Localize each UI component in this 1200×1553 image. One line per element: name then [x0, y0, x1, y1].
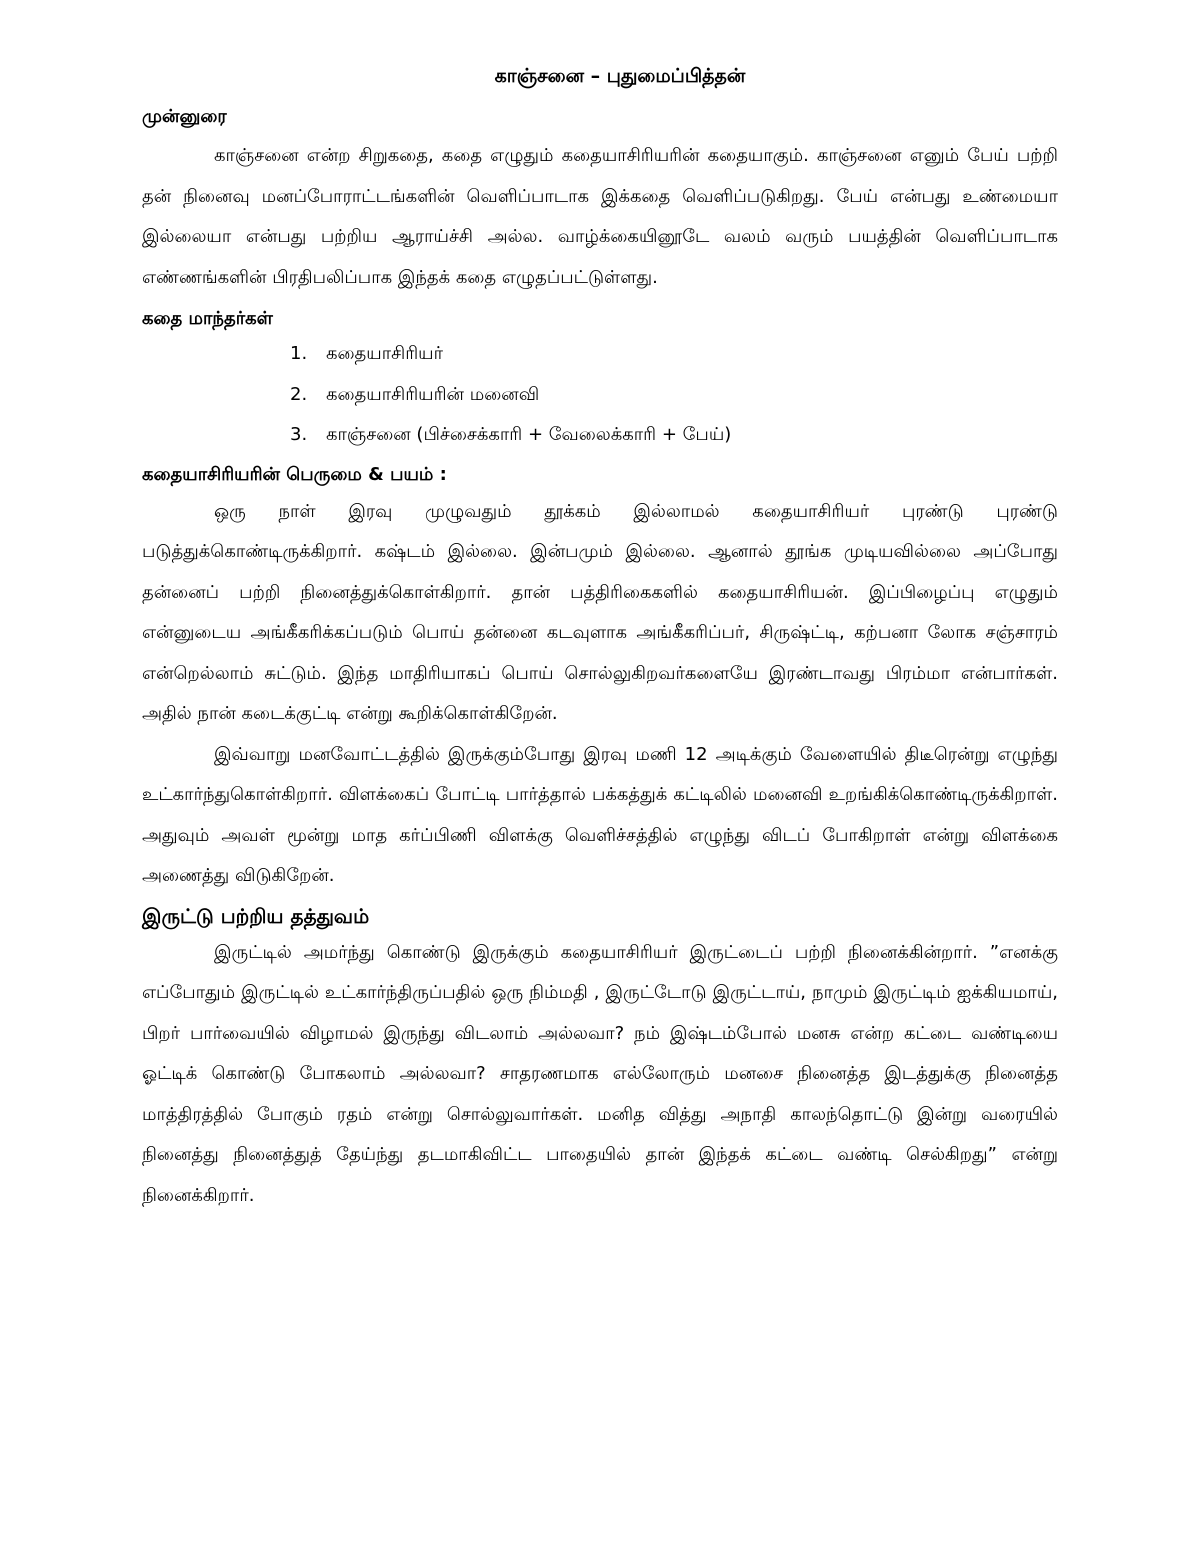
list-item-number: 3.: [290, 424, 308, 445]
paragraph-pride-fear-2: இவ்வாறு மனவோட்டத்தில் இருக்கும்போது இரவு மணி 12 அடிக்கும் வேளையில் திடீரென்று எழுந்து உட்கார்ந்துகொள்கிறார். விளக்கைப் போட்டி பார்த்தால் பக்கத்துக் கட்டிலில் மனைவி உறங்கிக்கொண்டிருக்கிறாள். அதுவும் அவள் மூன்று மாத கர்ப்பிணி விளக்கு வெளிச்சத்தில் எழுந்து விடப் போகிறாள் என்று விளக்கை அணைத்து விடுகிறேன்.: [142, 743, 1058, 886]
list-item: [290, 375, 1058, 416]
document-page: [142, 62, 1058, 1216]
list-item: [290, 415, 1058, 456]
section-heading-pride-fear: கதையாசிரியரின் பெருமை & பயம் :: [142, 463, 447, 485]
list-item-text: காஞ்சனை (பிச்சைக்காரி + வேலைக்காரி + பேய்): [326, 424, 732, 445]
list-item-number: 2.: [290, 383, 308, 405]
paragraph-introduction: காஞ்சனை என்ற சிறுகதை, கதை எழுதும் கதையாசிரியரின் கதையாகும். காஞ்சனை எனும் பேய் பற்றி தன் நினைவு மனப்போராட்டங்களின் வெளிப்பாடாக இக்கதை வெளிப்படுகிறது. பேய் என்பது உண்மையா இல்லையா என்பது பற்றிய ஆராய்ச்சி அல்ல. வாழ்க்கையினூடே வலம் வரும் பயத்தின் வெளிப்பாடாக எண்ணங்களின் பிரதிபலிப்பாக இந்தக் கதை எழுதப்பட்டுள்ளது.: [142, 145, 1058, 288]
document-title: காஞ்சனை – புதுமைப்பித்தன்: [494, 65, 746, 87]
paragraph-pride-fear-1: ஒரு நாள் இரவு முழுவதும் தூக்கம் இல்லாமல் கதையாசிரியர் புரண்டு புரண்டு படுத்துக்கொண்டிருக்கிறார். கஷ்டம் இல்லை. இன்பமும் இல்லை. ஆனால் தூங்க முடியவில்லை அப்போது தன்னைப் பற்றி நினைத்துக்கொள்கிறார். தான் பத்திரிகைகளில் கதையாசிரியன். இப்பிழைப்பு எழுதும் என்னுடைய அங்கீகரிக்கப்படும் பொய் தன்னை கடவுளாக அங்கீகரிப்பர், சிருஷ்ட்டி, கற்பனா லோக சஞ்சாரம் என்றெல்லாம் சுட்டும். இந்த மாதிரியாகப் பொய் சொல்லுகிறவர்களையே இரண்டாவது பிரம்மா என்பார்கள். அதில் நான் கடைக்குட்டி என்று கூறிக்கொள்கிறேன்.: [142, 500, 1058, 724]
section-heading-introduction: முன்னுரை: [142, 106, 227, 127]
list-item-text: கதையாசிரியரின் மனைவி: [326, 383, 540, 405]
section-heading-darkness: இருட்டு பற்றிய தத்துவம்: [142, 903, 370, 928]
paragraph-darkness: இருட்டில் அமர்ந்து கொண்டு இருக்கும் கதையாசிரியர் இருட்டைப் பற்றி நினைக்கின்றார். ”எனக்கு எப்போதும் இருட்டில் உட்கார்ந்திருப்பதில் ஒரு நிம்மதி , இருட்டோடு இருட்டாய், நாமும் இருட்டிம் ஐக்கியமாய், பிறர் பார்வையில் விழாமல் இருந்து விடலாம் அல்லவா? நம் இஷ்டம்போல் மனசு என்ற கட்டை வண்டியை ஓட்டிக் கொண்டு போகலாம் அல்லவா? சாதரணமாக எல்லோரும் மனசை நினைத்த இடத்துக்கு நினைத்த மாத்திரத்தில் போகும் ரதம் என்று சொல்லுவார்கள். மனித வித்து அநாதி காலந்தொட்டு இன்று வரையில் நினைத்து நினைத்துத் தேய்ந்து தடமாகிவிட்ட பாதையில் தான் இந்தக் கட்டை வண்டி செல்கிறது” என்று நினைக்கிறார்.: [142, 941, 1058, 1206]
list-item-number: 1.: [290, 343, 308, 364]
list-item-text: கதையாசிரியர்: [326, 343, 443, 364]
list-item: [290, 334, 1058, 375]
section-heading-characters: கதை மாந்தர்கள்: [142, 308, 273, 329]
characters-list: [142, 334, 1058, 456]
